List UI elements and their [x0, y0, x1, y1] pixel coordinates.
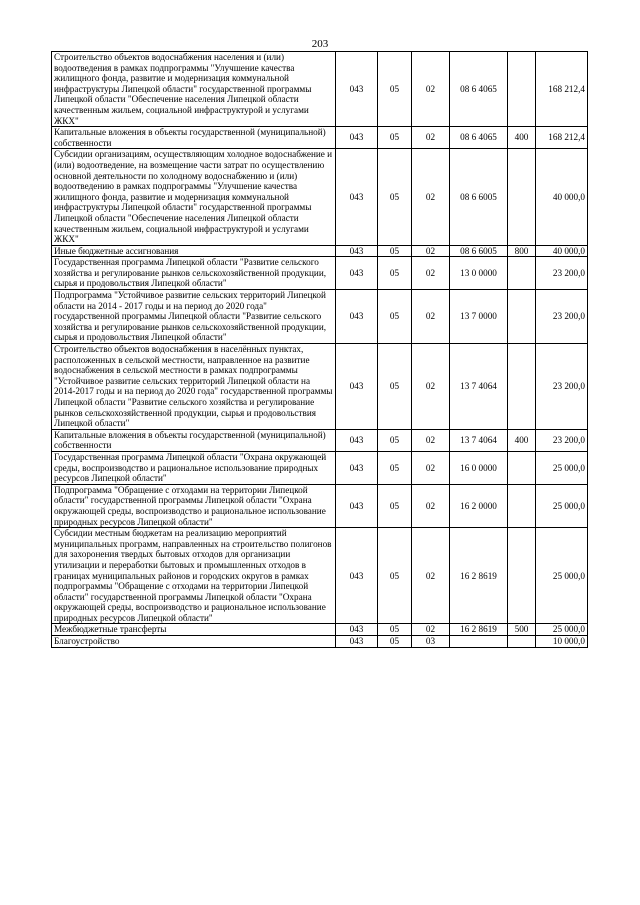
table-row [52, 484, 588, 527]
ministry-code-cell: 043 [336, 257, 378, 290]
amount-cell: 40 000,0 [536, 245, 588, 257]
table-row [52, 245, 588, 257]
section-code-cell: 05 [378, 344, 412, 430]
subsection-code-cell: 02 [412, 528, 450, 624]
ministry-code-cell: 043 [336, 245, 378, 257]
budget-table [51, 51, 588, 648]
amount-cell: 10 000,0 [536, 636, 588, 648]
amount-cell: 168 212,4 [536, 52, 588, 127]
amount-cell: 25 000,0 [536, 624, 588, 636]
amount-cell: 40 000,0 [536, 149, 588, 245]
section-code-cell: 05 [378, 624, 412, 636]
row-name-cell: Строительство объектов водоснабжения населения и (или) водоотведения в рамках подпрограммы "Улучшение качества жилищного фонда, развитие и модернизация коммунальной инфраструктуры Липецкой области" государственной программы Липецкой области "Обеспечение населения Липецкой области качественным жильем, социальной инфраструктурой и услугами ЖКХ" [52, 52, 336, 127]
ministry-code-cell: 043 [336, 52, 378, 127]
row-name-cell: Подпрограмма "Обращение с отходами на территории Липецкой области" государственной программы Липецкой области "Охрана окружающей среды, воспроизводство и рациональное использование природных ресурсов Липецкой области" [52, 484, 336, 527]
section-code-cell: 05 [378, 257, 412, 290]
amount-cell: 25 000,0 [536, 528, 588, 624]
table-row [52, 127, 588, 149]
ministry-code-cell: 043 [336, 290, 378, 344]
table-row [52, 429, 588, 451]
page-number: 203 [311, 38, 329, 50]
subsection-code-cell: 02 [412, 245, 450, 257]
target-article-cell: 16 2 0000 [450, 484, 508, 527]
row-name-cell: Государственная программа Липецкой области "Охрана окружающей среды, воспроизводство и рациональное использование природных ресурсов Липецкой области" [52, 451, 336, 484]
subsection-code-cell: 03 [412, 636, 450, 648]
target-article-cell: 16 2 8619 [450, 624, 508, 636]
ministry-code-cell: 043 [336, 451, 378, 484]
table-row [52, 528, 588, 624]
target-article-cell: 13 0 0000 [450, 257, 508, 290]
amount-cell: 23 200,0 [536, 290, 588, 344]
amount-cell: 23 200,0 [536, 429, 588, 451]
row-name-cell: Субсидии организациям, осуществляющим холодное водоснабжение и (или) водоотведение, на возмещение части затрат по осуществлению основной деятельности по холодному водоснабжению и (или) водоотведению в рамках подпрограммы "Улучшение качества жилищного фонда, развитие и модернизация коммунальной инфраструктуры Липецкой области" государственной программы Липецкой области "Обеспечение населения Липецкой области качественным жильем, социальной инфраструктурой и услугами ЖКХ" [52, 149, 336, 245]
table-row [52, 149, 588, 245]
target-article-cell [450, 636, 508, 648]
subsection-code-cell: 02 [412, 149, 450, 245]
section-code-cell: 05 [378, 290, 412, 344]
section-code-cell: 05 [378, 52, 412, 127]
table-row [52, 257, 588, 290]
subsection-code-cell: 02 [412, 451, 450, 484]
target-article-cell: 16 0 0000 [450, 451, 508, 484]
expense-type-cell [508, 636, 536, 648]
section-code-cell: 05 [378, 245, 412, 257]
expense-type-cell [508, 484, 536, 527]
amount-cell: 23 200,0 [536, 344, 588, 430]
budget-table-body [52, 52, 588, 648]
row-name-cell: Субсидии местным бюджетам на реализацию мероприятий муниципальных программ, направленных на строительство полигонов для захоронения твердых бытовых отходов для организации утилизации и переработки бытовых и промышленных отходов в границах муниципальных районов и городских округов в рамках подпрограммы "Обращение с отходами на территории Липецкой области" государственной программы Липецкой области "Охрана окружающей среды, воспроизводство и рациональное использование природных ресурсов Липецкой области" [52, 528, 336, 624]
row-name-cell: Капитальные вложения в объекты государственной (муниципальной) собственности [52, 127, 336, 149]
row-name-cell: Иные бюджетные ассигнования [52, 245, 336, 257]
target-article-cell: 08 6 6005 [450, 149, 508, 245]
row-name-cell: Капитальные вложения в объекты государственной (муниципальной) собственности [52, 429, 336, 451]
target-article-cell: 13 7 4064 [450, 429, 508, 451]
subsection-code-cell: 02 [412, 127, 450, 149]
ministry-code-cell: 043 [336, 624, 378, 636]
section-code-cell: 05 [378, 429, 412, 451]
expense-type-cell [508, 344, 536, 430]
table-row [52, 290, 588, 344]
amount-cell: 23 200,0 [536, 257, 588, 290]
expense-type-cell [508, 451, 536, 484]
row-name-cell: Подпрограмма "Устойчивое развитие сельских территорий Липецкой области на 2014 - 2017 годы и на период до 2020 года" государственной программы Липецкой области "Развитие сельского хозяйства и регулирование рынков сельскохозяйственной продукции, сырья и продовольствия Липецкой области" [52, 290, 336, 344]
ministry-code-cell: 043 [336, 484, 378, 527]
expense-type-cell [508, 149, 536, 245]
section-code-cell: 05 [378, 636, 412, 648]
subsection-code-cell: 02 [412, 429, 450, 451]
row-name-cell: Государственная программа Липецкой области "Развитие сельского хозяйства и регулирование рынков сельскохозяйственной продукции, сырья и продовольствия Липецкой области" [52, 257, 336, 290]
subsection-code-cell: 02 [412, 624, 450, 636]
expense-type-cell: 800 [508, 245, 536, 257]
amount-cell: 25 000,0 [536, 451, 588, 484]
table-row [52, 451, 588, 484]
target-article-cell: 13 7 4064 [450, 344, 508, 430]
table-row [52, 624, 588, 636]
amount-cell: 168 212,4 [536, 127, 588, 149]
section-code-cell: 05 [378, 149, 412, 245]
expense-type-cell [508, 290, 536, 344]
amount-cell: 25 000,0 [536, 484, 588, 527]
expense-type-cell [508, 257, 536, 290]
target-article-cell: 08 6 4065 [450, 52, 508, 127]
table-row [52, 636, 588, 648]
subsection-code-cell: 02 [412, 484, 450, 527]
target-article-cell: 16 2 8619 [450, 528, 508, 624]
ministry-code-cell: 043 [336, 344, 378, 430]
expense-type-cell: 400 [508, 429, 536, 451]
subsection-code-cell: 02 [412, 257, 450, 290]
subsection-code-cell: 02 [412, 52, 450, 127]
ministry-code-cell: 043 [336, 429, 378, 451]
target-article-cell: 13 7 0000 [450, 290, 508, 344]
target-article-cell: 08 6 6005 [450, 245, 508, 257]
ministry-code-cell: 043 [336, 528, 378, 624]
section-code-cell: 05 [378, 528, 412, 624]
expense-type-cell [508, 528, 536, 624]
row-name-cell: Благоустройство [52, 636, 336, 648]
section-code-cell: 05 [378, 451, 412, 484]
table-row [52, 344, 588, 430]
expense-type-cell: 500 [508, 624, 536, 636]
section-code-cell: 05 [378, 127, 412, 149]
table-row [52, 52, 588, 127]
row-name-cell: Межбюджетные трансферты [52, 624, 336, 636]
subsection-code-cell: 02 [412, 290, 450, 344]
subsection-code-cell: 02 [412, 344, 450, 430]
target-article-cell: 08 6 4065 [450, 127, 508, 149]
expense-type-cell [508, 52, 536, 127]
ministry-code-cell: 043 [336, 127, 378, 149]
ministry-code-cell: 043 [336, 149, 378, 245]
expense-type-cell: 400 [508, 127, 536, 149]
row-name-cell: Строительство объектов водоснабжения в населённых пунктах, расположенных в сельской местности, направленное на развитие водоснабжения в сельской местности в рамках подпрограммы "Устойчивое развитие сельских территорий Липецкой области на 2014-2017 годы и на период до 2020 года" государственной программы Липецкой области "Развитие сельского хозяйства и регулирование рынков сельскохозяйственной продукции, сырья и продовольствия Липецкой области" [52, 344, 336, 430]
ministry-code-cell: 043 [336, 636, 378, 648]
section-code-cell: 05 [378, 484, 412, 527]
